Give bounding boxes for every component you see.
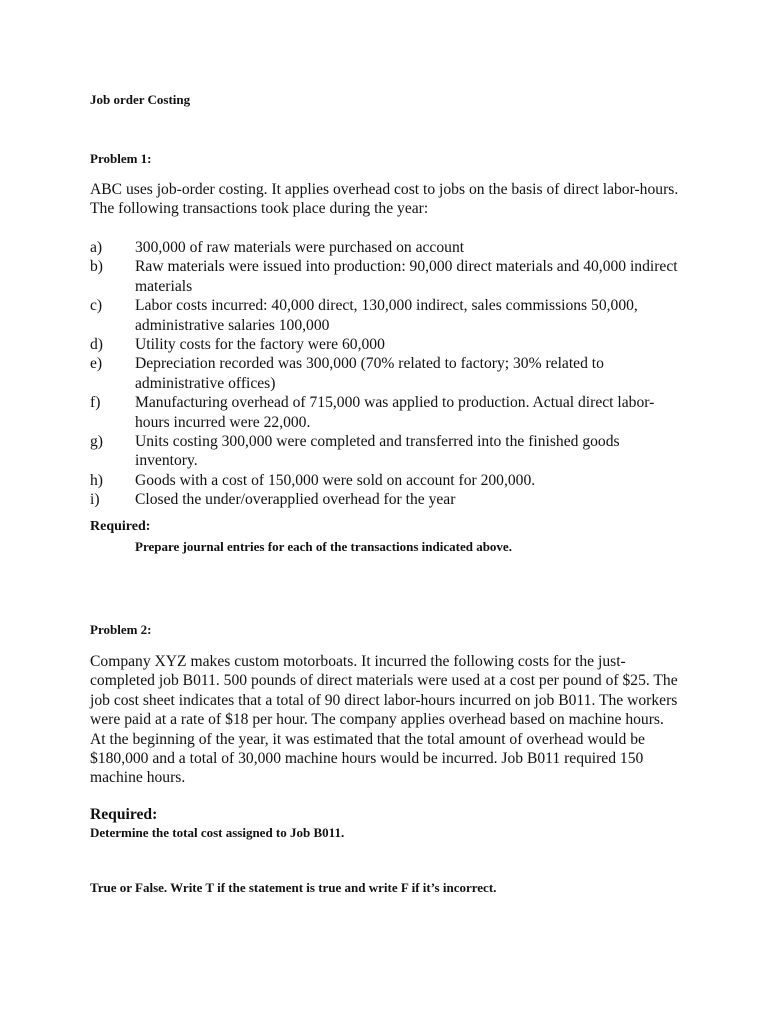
problem-2-heading: Problem 2:: [90, 622, 152, 637]
list-item: [90, 335, 680, 354]
problem-2-required-label: Required:: [90, 806, 158, 823]
problem-1-required-label: Required:: [90, 519, 151, 534]
list-item: [90, 354, 680, 393]
list-item-text: 300,000 of raw materials were purchased on account: [135, 239, 465, 256]
list-item-text: Manufacturing overhead of 715,000 was applied to production. Actual direct labor-hours incurred were 22,000.: [135, 394, 655, 431]
list-marker: g): [90, 433, 103, 451]
list-item-text: Raw materials were issued into production: 90,000 direct materials and 40,000 indirect materials: [135, 258, 678, 295]
list-item-text: Units costing 300,000 were completed and transferred into the finished goods inventory.: [135, 433, 620, 470]
list-marker: a): [90, 239, 103, 256]
problem-2-required-text: Determine the total cost assigned to Job B011.: [90, 825, 345, 840]
list-marker: b): [90, 258, 103, 276]
list-marker: f): [90, 394, 101, 412]
list-item-text: Depreciation recorded was 300,000 (70% related to factory; 30% related to administrative offices): [135, 355, 604, 392]
list-item: [90, 393, 680, 432]
list-item: [90, 238, 680, 257]
list-item-text: Labor costs incurred: 40,000 direct, 130,000 indirect, sales commissions 50,000, administrative salaries 100,000: [135, 297, 638, 334]
list-item-text: Goods with a cost of 150,000 were sold on account for 200,000.: [135, 471, 536, 489]
problem-1-intro: ABC uses job-order costing. It applies overhead cost to jobs on the basis of direct labor-hours. The following transactions took place during the year:: [90, 181, 679, 218]
list-item: [90, 471, 680, 490]
list-marker: e): [90, 355, 103, 373]
list-item: [90, 490, 680, 509]
problem-1-required-text: Prepare journal entries for each of the transactions indicated above.: [135, 539, 512, 554]
list-item: [90, 257, 680, 296]
list-marker: i): [90, 491, 100, 509]
list-item: [90, 432, 680, 471]
problem-2-body: Company XYZ makes custom motorboats. It incurred the following costs for the just-completed job B011. 500 pounds of direct materials were used at a cost per pound of $25. The job cost sheet indicates that a total of 90 direct labor-hours incurred on job B011. The workers were paid at a rate of $18 per hour. The company applies overhead based on machine hours. At the beginning of the year, it was estimated that the total amount of overhead would be $180,000 and a total of 30,000 machine hours would be incurred. Job B011 required 150 machine hours.: [90, 653, 678, 787]
problem-1-heading: Problem 1:: [90, 151, 152, 166]
list-marker: c): [90, 297, 103, 315]
list-item-text: Utility costs for the factory were 60,000: [135, 336, 385, 354]
true-false-instruction: True or False. Write T if the statement is true and write F if it’s incorrect.: [90, 880, 497, 895]
list-marker: h): [90, 471, 103, 489]
list-item: [90, 296, 680, 335]
transaction-list: [90, 238, 680, 510]
list-marker: d): [90, 336, 103, 354]
document-title: Job order Costing: [90, 92, 191, 107]
list-item-text: Closed the under/overapplied overhead for the year: [135, 491, 456, 509]
